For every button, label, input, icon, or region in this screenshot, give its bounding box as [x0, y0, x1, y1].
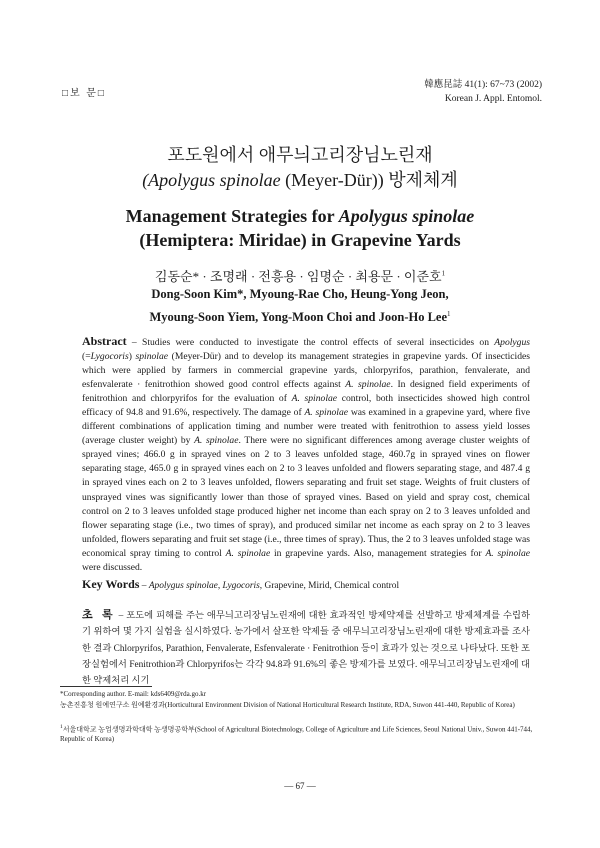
footnote-affiliation-2	[60, 722, 544, 744]
section-label: □보 문□	[62, 88, 106, 99]
abstract-text: )	[128, 351, 136, 363]
authors-english-line2	[0, 304, 600, 327]
abstract-text: control, both insecticides showed high control efficacy of 94.8 and 91.6%, respectively. The damage of	[82, 393, 530, 419]
journal-name: Korean J. Appl. Entomol.	[444, 94, 542, 104]
english-title-species: Apolygus spinolae	[338, 206, 475, 226]
footnote-affiliation-2-text: 서울대학교 농업생명과학대학 농생명공학부(School of Agricultural Biotechnology, College of Agriculture and Life Sciences, Seoul National Univ., Suwon 441-744, Republic of Korea)	[60, 725, 533, 744]
abstract-species: A. spinolae	[291, 393, 338, 405]
journal-citation: 韓應昆誌 41(1): 67~73 (2002)	[424, 80, 542, 90]
authors-english-line1: Dong-Soon Kim*, Myoung-Rae Cho, Heung-Yong Jeon,	[151, 287, 449, 301]
abstract-text: – Studies were conducted to investigate the control effects of several insecticides on	[126, 337, 495, 348]
page-number: — 67 —	[284, 781, 316, 791]
abstract-species: A. spinolae	[485, 547, 530, 559]
keywords-text: , Grapevine, Mirid, Chemical control	[259, 581, 400, 591]
korean-abstract	[82, 607, 530, 689]
keywords-text: ,	[217, 581, 223, 591]
korean-title-tail: (Meyer-Dür)) 방제체계	[280, 170, 458, 190]
english-title-prefix: Management Strategies for	[125, 206, 339, 226]
english-title-line1	[0, 204, 600, 228]
korean-title	[0, 143, 600, 193]
abstract-species: A. spinolae	[225, 547, 271, 559]
abstract-text: in grapevine yards. Also, management strategies for	[270, 547, 486, 559]
footnote-divider	[60, 686, 152, 687]
abstract-species: A. spinolae	[304, 407, 349, 419]
abstract	[82, 334, 530, 575]
footnote-affiliation-1: 농촌진흥청 원예연구소 원예환경과(Horticultural Environment Division of National Horticultural Research Institute, RDA, Suwon 441-440, Republic of Korea)	[60, 701, 515, 709]
korean-abstract-label: 초 록	[82, 609, 116, 621]
keyword-genus: Lygocoris	[222, 581, 260, 591]
authors-korean-names: 김동순* · 조명래 · 전흥용 · 임명순 · 최용문 · 이준호	[154, 269, 442, 284]
korean-title-species: (Apolygus spinolae	[142, 170, 281, 190]
keywords-text: –	[139, 581, 149, 591]
korean-abstract-text: – 포도에 피해를 주는 애무늬고리장님노린재에 대한 효과적인 방제약제를 선발하고 방제체계를 수립하기 위하여 몇 가지 실험을 실시하였다. 농가에서 살포한 약제들 중 애무늬고리장님노린재에 대한 방제효과를 조사한 결과 Chlorpyrifos, Parathion, Fenvalerate, Esfenvalerate · Fenitrothion 등이 효과가 있는 것으로 나타났다. 또한 포장실험에서 Fenitrothion과 Chlorpyrifos는 각각 94.8과 91.6%의 좋은 방제가를 보였다. 애무늬고리장님노린재에 대한 약제처리 시기	[82, 611, 530, 687]
abstract-text: were discussed.	[82, 561, 143, 573]
english-title-line2: (Hemiptera: Miridae) in Grapevine Yards	[139, 230, 461, 250]
journal-header	[424, 78, 542, 106]
abstract-species: spinolae	[135, 351, 169, 363]
abstract-species: A. spinolae	[345, 379, 391, 391]
keywords	[82, 577, 532, 593]
abstract-species: A. spinolae	[194, 435, 239, 447]
affiliation-marker: 1	[441, 269, 446, 278]
affiliation-marker: 1	[447, 310, 451, 318]
authors-english-line2-text: Myoung-Soon Yiem, Yong-Moon Choi and Joon-Ho Lee	[149, 310, 448, 325]
keywords-label: Key Words	[82, 577, 140, 591]
abstract-text: (Meyer-Dür) and to develop its management strategies in grapevine yards. Of insecticides which were applied by farmers in commercial grapevine yards, chlorpyrifos, parathion, fenvalerate, and esfenvalerate · fenitrothion showed good control effects against	[82, 351, 531, 391]
abstract-species: Lygocoris	[90, 351, 129, 363]
abstract-text: was examined in a grapevine yard, where five different combinations of application timing and number were treated with fenitrothion to assess yield losses (average cluster weight) by	[82, 407, 530, 447]
korean-title-line1: 포도원에서 애무늬고리장님노린재	[167, 145, 433, 165]
keyword-species: Apolygus spinolae	[148, 581, 218, 591]
abstract-species: Apolygus	[494, 337, 530, 348]
affiliation-marker: 1	[60, 724, 63, 730]
abstract-text: (=	[82, 351, 91, 363]
abstract-label: Abstract	[82, 334, 127, 348]
abstract-text: . There were no significant differences among average cluster weights of sprayed vines; 466.0 g in sprayed vines on 2 to 3 leaves unfolded stage, 460.7g in sprayed vines on flower separating stage, 465.0 g in sprayed vines each on 2 to 3 leaves unfolded and flowers separating stage, and 487.4 g in sprayed vines each on 2 to 3 leaves unfolded, flowers separating and fruit set stage. Weights of fruit clusters of unsprayed vines was significantly lower than those of sprayed vines. Based on yield and spray cost, chemical control on 2 to 3 leaves unfolded stage produced higher net income than each spray on 2 to 3 leaves unfolded and flower separating stage (i.e., two times of spray), and produced similar net income as each spray on 2 to 3 leaves unfolded, flowers separating and fruit set stage (i.e., three times of spray). Thus, the 2 to 3 leaves unfolded stage was economical spray timing to control	[82, 435, 530, 559]
english-title	[0, 204, 600, 252]
footnote-corresponding: *Corresponding author. E-mail: kds6409@rda.go.kr	[60, 690, 207, 698]
abstract-text: . In designed field experiments of fenitrothion and chlorpyrifos for the evaluation of	[82, 379, 530, 405]
korean-title-line2	[0, 168, 600, 193]
authors-korean	[0, 266, 600, 285]
authors-english	[0, 284, 600, 327]
